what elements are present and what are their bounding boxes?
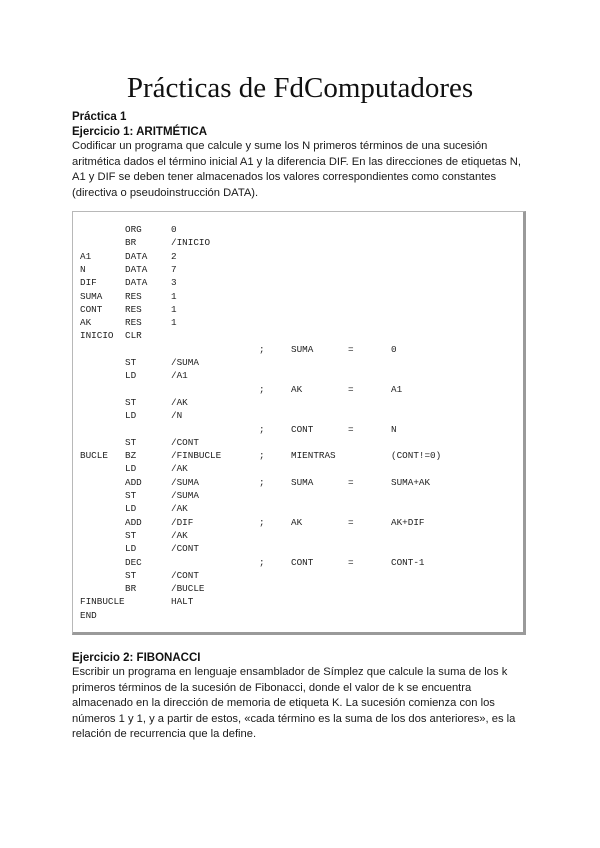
code-arg: /AK (171, 463, 188, 475)
code-var: AK (291, 383, 303, 395)
code-arg: 7 (171, 263, 177, 275)
code-semi: ; (259, 343, 265, 355)
code-label: DIF (80, 277, 97, 289)
code-op: ST (125, 436, 137, 448)
code-arg: /SUMA (171, 476, 199, 488)
code-op: ST (125, 357, 137, 368)
exercise2-line: almacenado en la dirección de memoria de etiqueta K. La sucesión comienza con los (72, 697, 495, 710)
code-line (73, 556, 523, 569)
code-op: ST (125, 396, 137, 408)
code-op: DATA (125, 277, 148, 289)
code-line (73, 423, 523, 436)
code-semi: ; (259, 476, 265, 488)
code-op: RES (125, 303, 142, 315)
code-line (73, 356, 523, 369)
code-op: LD (125, 370, 137, 382)
code-op: BR (125, 237, 137, 249)
code-op: RES (125, 290, 142, 302)
code-arg: /CONT (171, 569, 199, 581)
exercise2-line: Escribir un programa en lenguaje ensamblador de Símplez que calcule la suma de los k (72, 666, 508, 678)
code-arg: 1 (171, 303, 177, 315)
code-arg: /SUMA (171, 490, 199, 501)
code-arg: /SUMA (171, 357, 199, 368)
code-eq: = (348, 343, 354, 355)
code-label: FINBUCLE (80, 596, 125, 608)
code-label: SUMA (80, 290, 103, 302)
exercise2-line: primeros términos de la sucesión de Fibonacci, donde el valor de k se encuentra (72, 681, 472, 694)
code-label: END (80, 609, 97, 621)
practice-heading: Práctica 1 (72, 111, 127, 123)
code-op: DATA (125, 250, 148, 262)
code-op: ST (125, 529, 137, 541)
code-semi: ; (259, 383, 265, 395)
code-op: ADD (125, 476, 142, 488)
code-op: ADD (125, 516, 142, 528)
code-arg: /INICIO (171, 237, 211, 249)
code-arg: 1 (171, 317, 177, 329)
code-line (73, 436, 523, 449)
code-semi: ; (259, 423, 265, 435)
code-eq: = (348, 556, 354, 568)
code-label: N (80, 263, 86, 275)
code-line (73, 516, 523, 529)
code-line (73, 383, 523, 396)
code-line (73, 263, 523, 276)
code-var: SUMA (291, 476, 314, 488)
code-arg: /N (171, 410, 183, 422)
code-label: AK (80, 317, 92, 329)
code-listing (72, 211, 526, 635)
code-eq: = (348, 476, 354, 488)
code-var: MIENTRAS (291, 450, 336, 462)
code-expr: 0 (391, 343, 397, 355)
code-arg: /AK (171, 529, 188, 541)
code-arg: /CONT (171, 543, 199, 555)
code-line (73, 489, 523, 502)
code-label: A1 (80, 250, 92, 262)
code-arg: /AK (171, 503, 188, 515)
code-op: ORG (125, 224, 142, 235)
code-eq: = (348, 423, 354, 435)
code-line (73, 476, 523, 489)
code-line (73, 569, 523, 582)
code-line (73, 223, 523, 236)
code-semi: ; (259, 516, 265, 528)
code-label: BUCLE (80, 450, 108, 462)
code-line (73, 462, 523, 475)
code-var: CONT (291, 423, 314, 435)
code-line (73, 303, 523, 316)
exercise1-description (72, 139, 532, 201)
code-line (73, 449, 523, 462)
code-line (73, 582, 523, 595)
code-line (73, 250, 523, 263)
code-var: AK (291, 516, 303, 528)
exercise1-line: A1 y DIF se deben tener almacenados los valores correspondientes como constantes (72, 171, 497, 184)
code-arg: /FINBUCLE (171, 450, 222, 462)
code-arg: HALT (171, 596, 194, 608)
code-label: CONT (80, 303, 103, 315)
page-title: Prácticas de FdComputadores (126, 72, 474, 104)
code-line (73, 369, 523, 382)
code-line (73, 595, 523, 608)
code-op: BR (125, 583, 137, 595)
code-op: LD (125, 543, 137, 555)
code-line (73, 276, 523, 289)
code-line (73, 396, 523, 409)
code-line (73, 609, 523, 622)
code-var: CONT (291, 556, 314, 568)
code-expr: SUMA+AK (391, 476, 431, 488)
code-line (73, 502, 523, 515)
code-op: LD (125, 463, 137, 475)
code-op: RES (125, 317, 142, 329)
code-arg: 0 (171, 224, 177, 235)
code-op: LD (125, 410, 137, 422)
code-op: ST (125, 490, 137, 501)
code-semi: ; (259, 556, 265, 568)
code-line (73, 343, 523, 356)
code-arg: 3 (171, 277, 177, 289)
code-op: ST (125, 569, 137, 581)
code-op: LD (125, 503, 137, 515)
exercise2-line: relación de recurrencia que la define. (72, 728, 257, 741)
code-line (73, 329, 523, 342)
exercise1-heading: Ejercicio 1: ARITMÉTICA (72, 126, 208, 138)
exercise2-line: números 1 y 1, y a partir de estos, «cada término es la suma de los dos anteriores», es la (72, 712, 516, 725)
code-arg: /AK (171, 396, 188, 408)
code-arg: /A1 (171, 370, 188, 382)
code-arg: /CONT (171, 436, 199, 448)
code-eq: = (348, 516, 354, 528)
code-line (73, 316, 523, 329)
exercise1-line: aritmética dados el término inicial A1 y la diferencia DIF. En las direcciones de etiquetas N, (72, 155, 521, 168)
code-expr: N (391, 423, 397, 435)
code-line (73, 529, 523, 542)
code-semi: ; (259, 450, 265, 462)
code-var: SUMA (291, 343, 314, 355)
code-expr: (CONT!=0) (391, 450, 442, 462)
code-line (73, 409, 523, 422)
code-op: CLR (125, 330, 142, 342)
exercise1-line: Codificar un programa que calcule y sume los N primeros términos de una sucesión (72, 140, 488, 152)
code-expr: A1 (391, 383, 403, 395)
exercise1-line: (directiva o pseudoinstrucción DATA). (72, 186, 259, 199)
code-line (73, 236, 523, 249)
code-arg: /DIF (171, 516, 194, 528)
code-label: INICIO (80, 330, 114, 342)
code-arg: 1 (171, 290, 177, 302)
code-op: BZ (125, 450, 137, 462)
code-line (73, 542, 523, 555)
code-expr: AK+DIF (391, 516, 425, 528)
exercise2-heading: Ejercicio 2: FIBONACCI (72, 652, 201, 664)
code-arg: 2 (171, 250, 177, 262)
code-op: DATA (125, 263, 148, 275)
code-eq: = (348, 383, 354, 395)
code-expr: CONT-1 (391, 556, 425, 568)
code-arg: /BUCLE (171, 583, 205, 595)
exercise2-description (72, 665, 532, 743)
code-line (73, 290, 523, 303)
code-op: DEC (125, 556, 142, 568)
